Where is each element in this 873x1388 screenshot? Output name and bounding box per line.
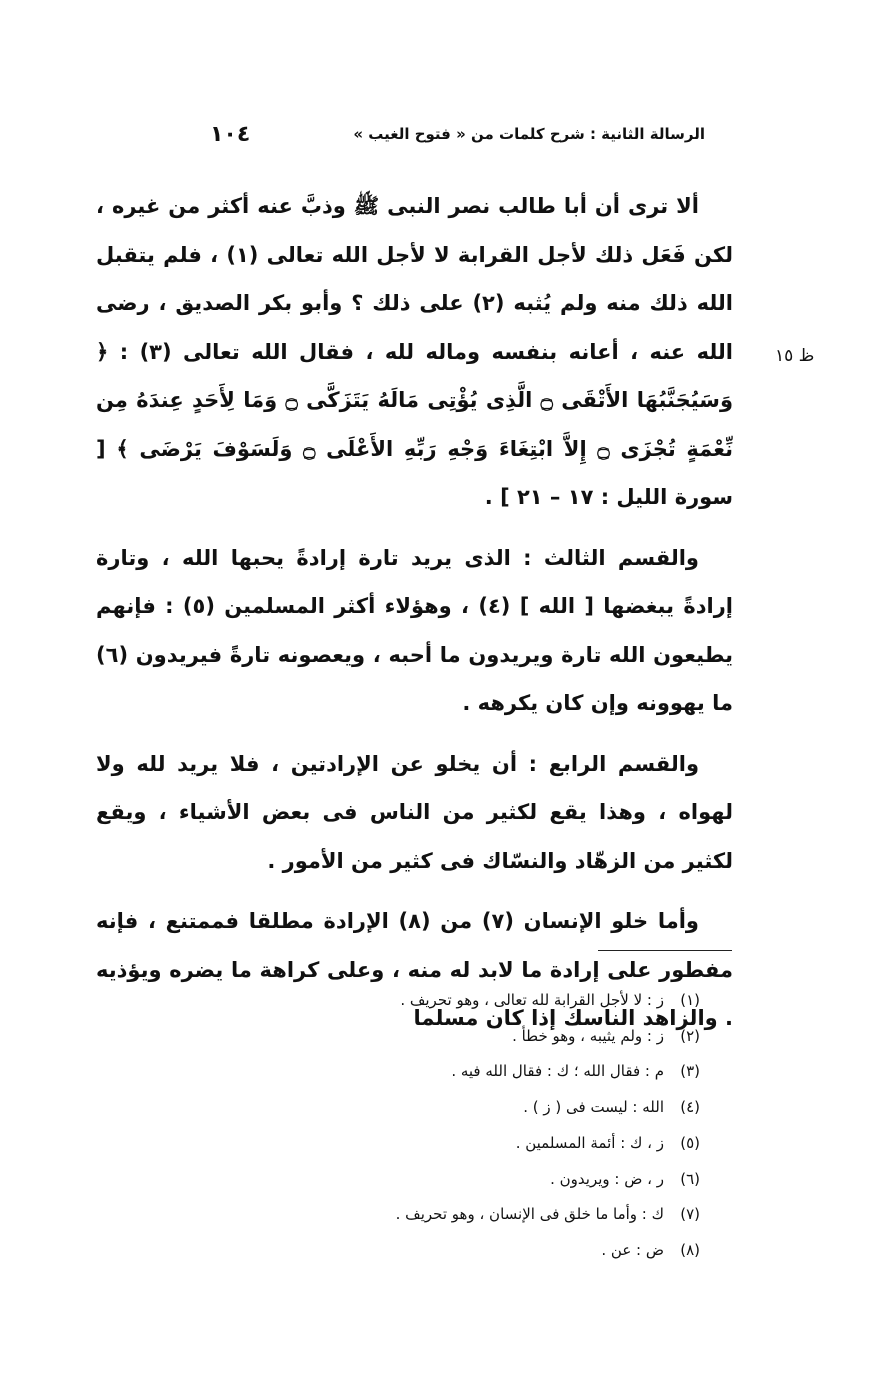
footnotes bbox=[200, 983, 700, 1269]
paragraph: والقسم الرابع : أن يخلو عن الإرادتين ، فلا يريد لله ولا لهواه ، وهذا يقع لكثير من الناس فى بعض الأشياء ، ويقع لكثير من الزهّاد والنسّاك فى كثير من الأمور . bbox=[96, 751, 733, 873]
footnote bbox=[200, 1233, 700, 1269]
footnote-number: (٣) bbox=[680, 1062, 700, 1081]
footnote bbox=[200, 1162, 700, 1198]
footnote bbox=[200, 1126, 700, 1162]
footnote-number: (٥) bbox=[680, 1133, 700, 1152]
footnote-divider bbox=[598, 950, 732, 951]
page-number: ١٠٤ bbox=[210, 121, 251, 147]
paragraph: ألا ترى أن أبا طالب نصر النبى ﷺ وذبَّ عنه أكثر من غيره ، لكن فَعَل ذلك لأجل القرابة لا لأجل الله تعالى (١) ، فلم يتقبل الله ذلك منه ولم يُثبه (٢) على ذلك ؟ وأبو بكر الصديق ، رضى الله عنه ، أعانه بنفسه وماله لله ، فقال الله تعالى (٣) : ﴿ وَسَيُجَنَّبُهَا الأَتْقَى ۝ الَّذِى يُؤْتِى مَالَهُ يَتَزَكَّى ۝ وَمَا لِأَحَدٍ عِندَهُ مِن نِّعْمَةٍ تُجْزَى ۝ إِلاَّ ابْتِغَاءَ وَجْهِ رَبِّهِ الأَعْلَى ۝ وَلَسَوْفَ يَرْضَى ﴾ [ سورة الليل : ١٧ – ٢١ ] . bbox=[96, 194, 734, 509]
margin-note: ظ ١٥ bbox=[775, 346, 815, 366]
footnote-number: (٤) bbox=[680, 1098, 700, 1117]
footnote-number: (١) bbox=[680, 991, 700, 1009]
main-text bbox=[96, 182, 733, 1055]
footnote-number: (٢) bbox=[680, 1026, 700, 1045]
running-title: الرسالة الثانية : شرح كلمات من « فتوح الغيب » bbox=[353, 125, 705, 143]
paragraph: وأما خلو الإنسان (٧) من (٨) الإرادة مطلقا فممتنع ، فإنه مفطور على إرادة ما لابد له منه ، وعلى كراهة ما يضره ويؤذيه . والزاهد الناسك إذا كان مسلما bbox=[96, 909, 733, 1030]
footnote-number: (٧) bbox=[680, 1205, 700, 1224]
footnote-text: ز : لا لأجل القرابة لله تعالى ، وهو تحريف . bbox=[400, 991, 664, 1009]
footnote-text: ر ، ض : ويريدون . bbox=[550, 1169, 664, 1188]
footnote bbox=[200, 1054, 700, 1090]
footnote-text: الله : ليست فى ( ز ) . bbox=[523, 1098, 664, 1117]
footnote-text: ك : وأما ما خلق فى الإنسان ، وهو تحريف . bbox=[395, 1205, 664, 1224]
footnote bbox=[200, 1019, 700, 1055]
footnote bbox=[200, 1197, 700, 1233]
footnote-number: (٨) bbox=[680, 1240, 700, 1259]
footnote bbox=[200, 1090, 700, 1126]
footnote bbox=[200, 983, 700, 1019]
footnote-text: ز : ولم يثيبه ، وهو خطأ . bbox=[512, 1026, 664, 1045]
footnote-number: (٦) bbox=[680, 1169, 700, 1188]
paragraph: والقسم الثالث : الذى يريد تارة إرادةً يحبها الله ، وتارة إرادةً يبغضها [ الله ] (٤) ، وهؤلاء أكثر المسلمين (٥) : فإنهم يطيعون الله تارة ويريدون ما أحبه ، ويعصونه تارةً فيريدون (٦) ما يهوونه وإن كان يكرهه . bbox=[96, 545, 733, 715]
footnote-text: ض : عن . bbox=[601, 1240, 664, 1259]
page-header bbox=[210, 118, 705, 150]
footnote-text: ز ، ك : أئمة المسلمين . bbox=[515, 1133, 664, 1152]
footnote-text: م : فقال الله ؛ ك : فقال الله فيه . bbox=[451, 1062, 664, 1081]
